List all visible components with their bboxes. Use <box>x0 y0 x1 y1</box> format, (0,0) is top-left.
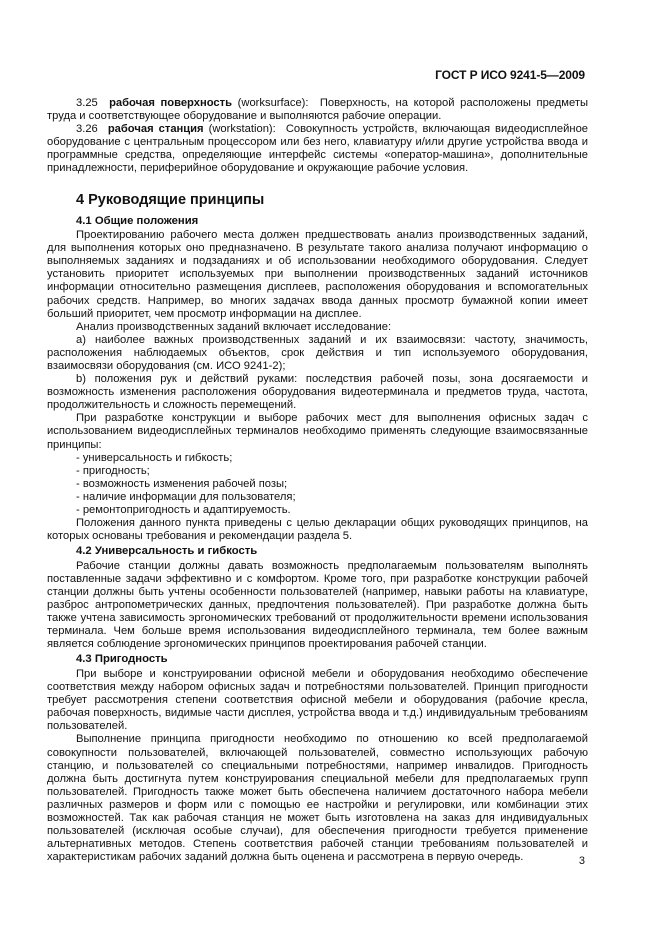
list-item-a: a) наиболее важных производственных заданий и их взаимосвязи: частоту, значимость, расположения наблюдаемых объектов, срок действия и тип используемого оборудования, взаимосвязи оборудования (см. ИСО 9241-2); <box>47 333 588 372</box>
principle-item: - пригодность; <box>76 464 150 477</box>
paragraph: Проектированию рабочего места должен предшествовать анализ производственных заданий, для выполнения которых оно предназначено. В результате такого анализа получают информацию о выполняемых заданиях и подзаданиях и об использовании необходимого оборудования. Следует установить приоритет используемых при выполнении производственных заданий источников информации относительно размещения дисплеев, расположения оборудования и вспомогательных рабочих средств. Например, во многих задачах ввода данных просмотр бумажной копии имеет больший приоритет, чем просмотр информации на дисплее. <box>47 229 588 320</box>
section-4-heading: 4 Руководящие принципы <box>76 191 265 208</box>
list-item-b: b) положения рук и действий руками: последствия рабочей позы, зона досягаемости и возможность изменения расположения оборудования видеотерминала и предметов труда, частота, продолжительность и сложность перемещений. <box>47 373 588 412</box>
principle-item: - ремонтопригодность и адаптируемость. <box>76 504 291 517</box>
term-definition: Совокупность устройств, включающая видеодисплейное оборудование с центральным процессором или без него, клавиатуру и/или другие устройства ввода и программные средства, определяющие интерфейс системы «оператор-машина», дополнительные принадлежности, периферийное оборудование и окружающие рабочие условия. <box>47 123 589 175</box>
term-definition: Поверхность, на которой расположены предметы труда и соответствующее оборудование и выполняются рабочие операции. <box>47 97 589 123</box>
term-number: 3.25 <box>76 97 98 109</box>
principle-item: - наличие информации для пользователя; <box>76 490 296 503</box>
paragraph: Анализ производственных заданий включает исследование: <box>76 320 392 333</box>
document-header-id: ГОСТ Р ИСО 9241-5—2009 <box>435 68 585 82</box>
page-number: 3 <box>578 855 585 867</box>
term-name: рабочая поверхность <box>109 97 232 109</box>
paragraph: Выполнение принципа пригодности необходимо по отношению ко всей предполагаемой совокупности пользователей, включающей пользователей, совместно использующих рабочую станцию, и пользователей со специальными потребностями, например инвалидов. Пригодность должна быть достигнута путем конструирования специальной мебели для предполагаемых групп пользователей. Пригодность также может быть обеспечена наличием достаточного набора мебели различных размеров и форм или с помощью ее настройки и регулировки, или комбинации этих возможностей. Так как рабочая станция не может быть изготовлена на заказ для индивидуальных пользователей (исключая особые случаи), для обеспечения пригодности требуется применение альтернативных методов. Степень соответствия рабочей станции требованиям пользователей и характеристикам рабочих заданий должна быть оценена и рассмотрена в первую очередь. <box>47 733 588 864</box>
section-4-1-heading: 4.1 Общие положения <box>76 214 199 227</box>
term-name: рабочая станция <box>107 123 204 136</box>
term-3-25 <box>47 97 588 123</box>
paragraph: Положения данного пункта приведены с целью декларации общих руководящих принципов, на которых основаны требования и рекомендации раздела 5. <box>47 517 588 543</box>
paragraph: При разработке конструкции и выборе рабочих мест для выполнения офисных задач с использованием видеодисплейных терминалов необходимо применять следующие взаимосвязанные принципы: <box>47 412 588 451</box>
term-number: 3.26 <box>76 123 98 136</box>
document-body <box>47 97 588 864</box>
term-3-26 <box>47 123 588 175</box>
term-english: (worksurface): <box>237 97 309 109</box>
principle-item: - возможность изменения рабочей позы; <box>76 477 288 490</box>
paragraph: При выборе и конструировании офисной мебели и оборудования необходимо обеспечение соответствия между набором офисных задач и потребностями пользователей. Принцип пригодности требует рассмотрения степени соответствия офисной мебели и оборудования (рабочие кресла, рабочая поверхность, видимые части дисплея, устройства ввода и т.д.) индивидуальным требованиям пользователей. <box>47 667 588 733</box>
section-4-3-heading: 4.3 Пригодность <box>76 653 168 666</box>
term-english: (workstation): <box>208 123 276 136</box>
section-4-2-heading: 4.2 Универсальность и гибкость <box>76 545 258 558</box>
paragraph: Рабочие станции должны давать возможность предполагаемым пользователям выполнять поставленные задачи эффективно и с комфортом. Кроме того, при разработке конструкции рабочей станции должны быть учтены особенности пользователей (например, навыки работы на клавиатуре, разброс антропометрических данных, предпочтения пользователей). При разработке должна быть также учтена зависимость эргономических требований от продолжительности времени использования терминала. Чем больше время использования видеодисплейного терминала, тем более важным является соблюдение эргономических принципов проектирования рабочей станции. <box>47 559 588 651</box>
principle-item: - универсальность и гибкость; <box>76 451 233 464</box>
